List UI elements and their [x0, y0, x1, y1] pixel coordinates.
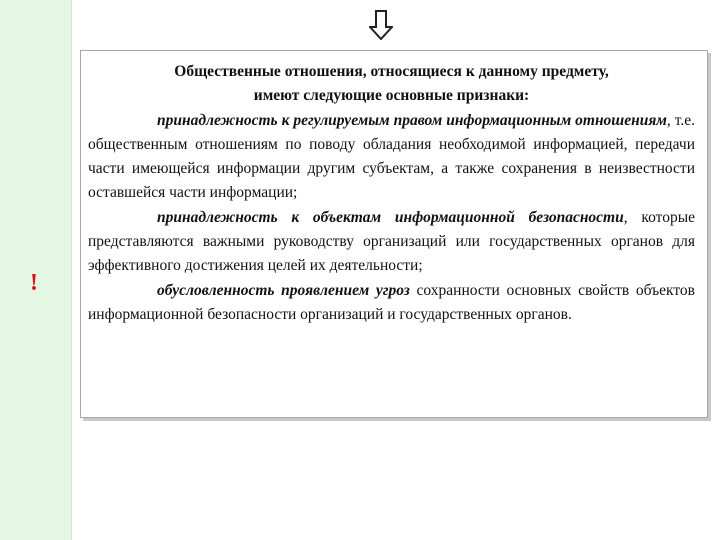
item-2-term: принадлежность к объектам информационной безопасности	[157, 208, 624, 226]
item-3	[88, 279, 695, 328]
item-3-term: обусловленность проявлением угроз	[157, 281, 410, 299]
item-1-term: принадлежность к регулируемым правом информационным отношениям	[157, 111, 667, 129]
left-sidebar	[0, 0, 72, 540]
exclamation-marker: !	[30, 270, 38, 296]
item-2-text: , которые представляются важными руководству организаций или государственных органов для эффективного достижения целей их деятельности;	[88, 208, 695, 275]
item-1	[88, 109, 695, 206]
heading-line-2: имеют следующие основные признаки:	[253, 87, 530, 105]
down-arrow-icon	[369, 10, 393, 40]
item-1-text: , т.е. общественным отношениям по поводу обладания необходимой информацией, передачи части имеющейся информации другим субъектам, а также сохранения в неизвестности оставшейся части информации;	[88, 111, 695, 202]
heading-line-1: Общественные отношения, относящиеся к данному предмету,	[174, 63, 609, 80]
content-panel	[80, 50, 708, 418]
item-3-text: сохранности основных свойств объектов информационной безопасности организаций и государственных органов.	[88, 281, 695, 323]
panel-heading	[88, 60, 695, 109]
item-2	[88, 206, 695, 279]
